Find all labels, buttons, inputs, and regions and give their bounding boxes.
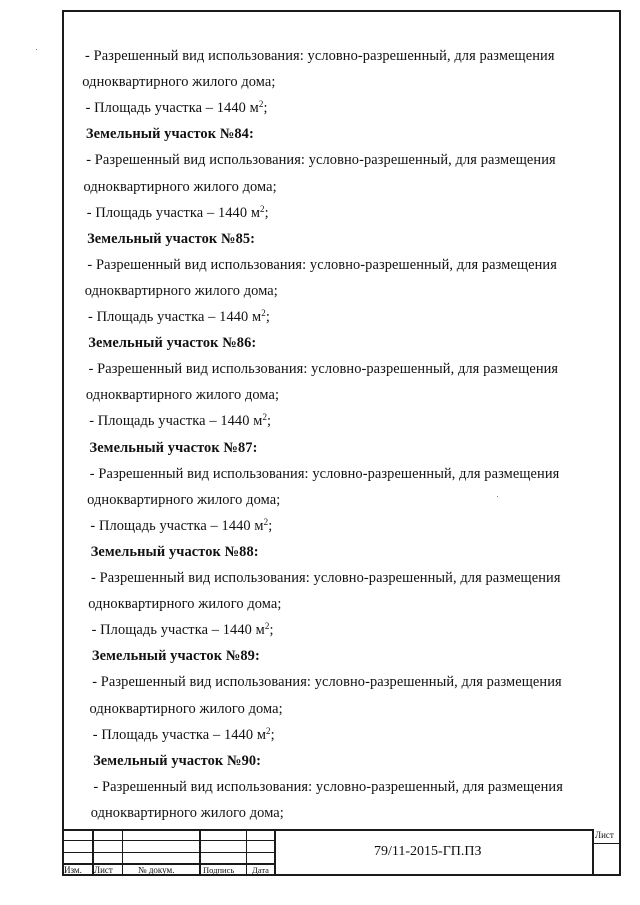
text-line: [92, 622, 274, 639]
text-line: [91, 805, 284, 822]
line-text: - Разрешенный вид использования: условно-разрешенный, для размещения: [93, 778, 563, 795]
text-line: [90, 701, 283, 718]
section-heading: [90, 440, 258, 457]
text-line: [87, 257, 557, 274]
text-line: [91, 570, 561, 587]
superscript: 2: [260, 203, 265, 214]
superscript: 2: [266, 725, 271, 736]
line-text: - Площадь участка – 1440 м: [89, 413, 263, 430]
superscript: 2: [262, 412, 268, 423]
text-line: [82, 74, 275, 91]
line-text: - Разрешенный вид использования: условно-разрешенный, для размещения: [85, 48, 555, 64]
line-text: - Площадь участка – 1440 м: [86, 204, 261, 221]
superscript: 2: [261, 308, 266, 318]
column-label-date: Дата: [252, 865, 269, 875]
line-text: Земельный участок №85:: [87, 230, 256, 247]
title-block: [62, 829, 621, 876]
line-text: - Площадь участка – 1440 м: [85, 100, 259, 117]
section-heading: [93, 753, 261, 770]
text-line: [92, 674, 562, 691]
line-text: - Площадь участка – 1440 м: [92, 726, 267, 743]
section-heading: [87, 231, 255, 248]
section-heading: [92, 648, 260, 665]
text-line: [93, 727, 275, 744]
line-tail: ;: [270, 726, 275, 743]
line-tail: ;: [267, 413, 272, 430]
line-text: - Разрешенный вид использования: условно-разрешенный, для размещения: [87, 256, 557, 273]
line-tail: ;: [265, 309, 270, 325]
line-text: - Площадь участка – 1440 м: [91, 622, 265, 639]
sheet-label: Лист: [595, 830, 614, 840]
line-tail: ;: [264, 204, 269, 221]
text-line: [90, 466, 560, 483]
text-line: [85, 283, 278, 300]
text-line: [85, 48, 555, 65]
line-text: - Разрешенный вид использования: условно-разрешенный, для размещения: [89, 465, 560, 482]
line-text: одноквартирного жилого дома;: [84, 282, 278, 299]
line-text: - Площадь участка – 1440 м: [90, 517, 264, 534]
line-text: Земельный участок №86:: [88, 335, 257, 352]
line-tail: ;: [269, 622, 274, 639]
text-line: [90, 518, 272, 535]
line-text: - Разрешенный вид использования: условно-разрешенный, для размещения: [91, 570, 561, 586]
superscript: 2: [264, 621, 270, 632]
line-text: одноквартирного жилого дома;: [90, 804, 284, 821]
line-text: - Площадь участка – 1440 м: [88, 309, 262, 325]
text-line: [86, 387, 279, 404]
superscript: 2: [263, 516, 269, 527]
text-line: [87, 205, 269, 222]
text-line: [89, 413, 271, 430]
line-text: одноквартирного жилого дома;: [85, 387, 280, 404]
line-text: Земельный участок №90:: [93, 752, 262, 769]
line-text: - Разрешенный вид использования: условно-разрешенный, для размещения: [92, 674, 562, 691]
line-text: одноквартирного жилого дома;: [88, 596, 282, 613]
line-text: - Разрешенный вид использования: условно-разрешенный, для размещения: [86, 152, 556, 169]
line-text: Земельный участок №87:: [89, 439, 258, 456]
line-text: Земельный участок №89:: [91, 648, 260, 665]
text-line: [87, 492, 280, 509]
text-line: [86, 100, 268, 117]
column-label-izm: Изм.: [64, 865, 82, 875]
section-heading: [88, 335, 256, 352]
line-text: Земельный участок №88:: [90, 543, 259, 560]
line-text: одноквартирного жилого дома;: [83, 178, 277, 195]
line-text: одноквартирного жилого дома;: [82, 74, 276, 91]
text-line: [89, 361, 559, 378]
text-line: [86, 152, 556, 169]
line-tail: ;: [268, 517, 273, 534]
column-label-doc-number: № докум.: [138, 865, 175, 875]
line-text: одноквартирного жилого дома;: [87, 491, 281, 508]
line-text: - Разрешенный вид использования: условно-разрешенный, для размещения: [88, 361, 559, 378]
text-line: [84, 179, 277, 196]
document-code: 79/11-2015-ГП.ПЗ: [374, 844, 482, 859]
text-line: [88, 309, 270, 326]
text-line: [93, 779, 563, 796]
column-label-signature: Подпись: [203, 865, 235, 875]
line-text: Земельный участок №84:: [85, 126, 254, 143]
line-tail: ;: [263, 100, 268, 117]
line-text: одноквартирного жилого дома;: [89, 700, 283, 717]
column-label-list: Лист: [94, 865, 113, 875]
superscript: 2: [258, 99, 264, 110]
section-heading: [86, 126, 254, 143]
text-line: [88, 596, 281, 613]
section-heading: [91, 544, 259, 561]
